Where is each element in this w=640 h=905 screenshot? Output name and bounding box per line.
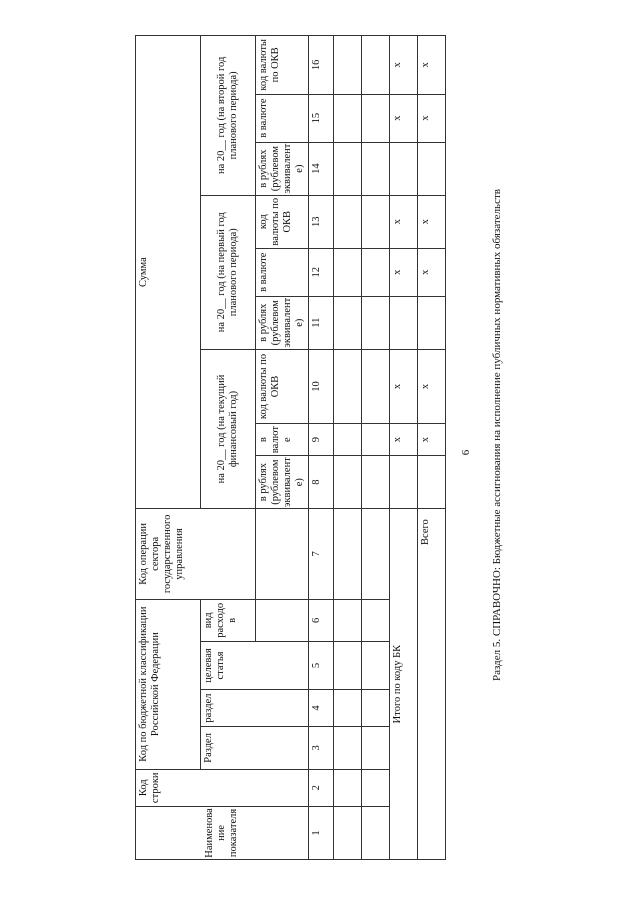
column-number: 14 — [309, 142, 334, 195]
header-line-code: Код строки — [136, 769, 309, 806]
column-number: 11 — [309, 296, 334, 349]
header-bk-group: Код по бюджетной классификации Российской Федерации — [136, 599, 201, 769]
cross-mark: x — [418, 424, 446, 456]
header-first-code: код валюты по ОКВ — [256, 195, 309, 248]
column-number: 7 — [309, 509, 334, 599]
total-row — [418, 36, 446, 860]
header-operation-code-blank — [256, 509, 309, 599]
subtotal-row — [390, 36, 418, 860]
cross-mark: x — [418, 349, 446, 423]
total-label: Всего — [418, 509, 446, 860]
column-number: 12 — [309, 248, 334, 296]
header-row-1 — [136, 36, 201, 860]
cross-mark: x — [390, 248, 418, 296]
cross-mark: x — [390, 94, 418, 142]
header-first-rubles: в рублях (рублевом эквиваленте) — [256, 296, 309, 349]
header-current-rubles: в рублях (рублевом эквиваленте) — [256, 456, 309, 509]
cross-mark: x — [390, 36, 418, 95]
header-period-first: на 20__ год (на первый год планового периода) — [201, 195, 256, 349]
header-second-rubles: в рублях (рублевом эквиваленте) — [256, 142, 309, 195]
header-second-code: код валюты по ОКВ — [256, 36, 309, 95]
header-current-code: код валюты по ОКВ — [256, 349, 309, 423]
column-number: 8 — [309, 456, 334, 509]
subtotal-label: Итого по коду БК — [390, 509, 418, 860]
header-row-2 — [201, 36, 256, 860]
column-number: 5 — [309, 642, 334, 690]
header-operation-code: Код операции сектора государственного управления — [136, 509, 256, 599]
header-current-currency: в валюте — [256, 424, 309, 456]
cross-mark: x — [418, 195, 446, 248]
header-period-second: на 20__ год (на второй год планового периода) — [201, 36, 256, 196]
header-first-currency: в валюте — [256, 248, 309, 296]
cross-mark: x — [390, 349, 418, 423]
header-target-article: целевая статья — [201, 642, 309, 690]
column-number: 6 — [309, 599, 334, 642]
column-number: 15 — [309, 94, 334, 142]
header-expense-type-blank — [256, 599, 309, 642]
table-row-empty-2 — [362, 36, 390, 860]
column-number: 4 — [309, 689, 334, 726]
cross-mark: x — [390, 424, 418, 456]
header-name: Наименование показателя — [136, 806, 309, 859]
column-number: 3 — [309, 727, 334, 770]
page-number: 6 — [460, 449, 472, 456]
cross-mark: x — [418, 248, 446, 296]
column-numbers-row — [309, 36, 334, 860]
appropriations-table — [135, 35, 446, 860]
header-expense-type: вид расходов — [201, 599, 256, 642]
header-period-current: на 20__ год (на текущий финансовый год) — [201, 349, 256, 508]
column-number: 16 — [309, 36, 334, 95]
header-section: Раздел — [201, 727, 309, 770]
section-title: Раздел 5. СПРАВОЧНО: Бюджетные ассигнования на исполнение публичных нормативных обязательств — [491, 189, 503, 681]
header-subsection: раздел — [201, 689, 309, 726]
cross-mark: x — [390, 195, 418, 248]
table-row-empty-1 — [334, 36, 362, 860]
header-second-currency: в валюте — [256, 94, 309, 142]
header-sum: Сумма — [136, 36, 201, 509]
column-number: 10 — [309, 349, 334, 423]
cross-mark: x — [418, 94, 446, 142]
cross-mark: x — [418, 36, 446, 95]
column-number: 9 — [309, 424, 334, 456]
column-number: 13 — [309, 195, 334, 248]
column-number: 2 — [309, 769, 334, 806]
column-number: 1 — [309, 806, 334, 859]
